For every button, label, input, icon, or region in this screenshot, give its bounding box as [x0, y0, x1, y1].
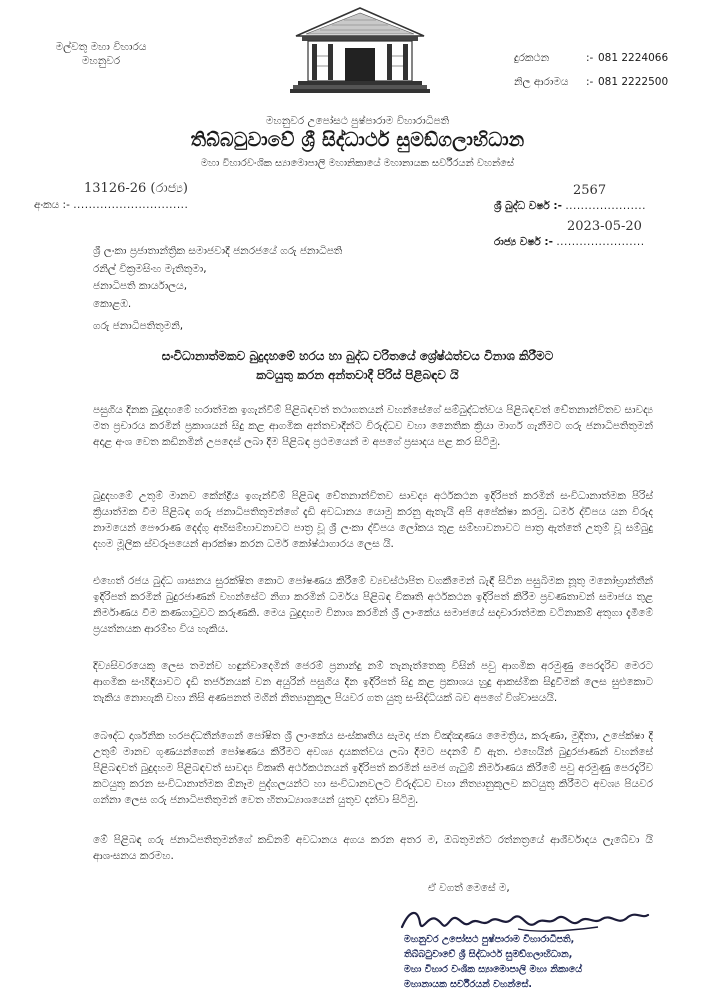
header-address	[36, 40, 166, 68]
body-paragraph: පසුගිය දිනක බුදුදහමේ හරාත්මක ඉගැන්වීම් පිළිබඳවත් තථාගතයන් වහන්සේගේ සම්බුද්ධත්වය පිළිබඳවත් චේතනාන්විතව සාවද්‍ය මත ප්‍රචාරය කරමින් ප්‍රකාශයන් සිදු කළ ආගමික අන්තවාදීන්ට විරුද්ධව වහා නෛතික ක්‍රියා මාර්ග ගැනීමට ගරු ජනාධිපතිතුමන් අදාළ අංශ වෙත කඩිනමින් උපදෙස් ලබා දීම පිළිබඳ ප්‍රථමයෙන් ම අපගේ ප්‍රසාදය පළ කර සිටිමු.	[93, 404, 653, 448]
state-year-handwritten: 2023-05-20	[567, 219, 642, 234]
temple-name: මල්වතු මහා විහාරය	[55, 41, 147, 53]
address-line: කොළඹ.	[93, 297, 132, 310]
reference-number-handwritten: 13126-26 (රාජ්‍ය)	[84, 181, 188, 196]
buddha-year	[494, 199, 646, 213]
body-paragraph: මේ පිළිබඳ ගරු ජනාධිපතිතුමන්ගේ කඩිනම් අවධානය අගය කරන අතර ම, ඔබතුමන්ට රත්නත්‍රයේ ආශීර්වාදය ලැබේවා යි ආශංසනය කරමහ.	[93, 834, 653, 862]
subject-line: සංවිධානාත්මකව බුදුදහමේ හරය හා බුද්ධ චරිතයේ ශ්‍රේෂ්ඨත්වය විනාශ කිරීමට	[161, 349, 554, 363]
temple-city: මහනුවර	[81, 55, 121, 67]
contact-value: 081 2224066	[598, 52, 669, 64]
body-paragraph: බෞද්ධ දාර්ශනික හරපද්ධතීන්ගෙන් පෝෂිත ශ්‍රී ලාංකේය සංස්කෘතිය සැමදා ජන විඤ්ඤාණය මෛත්‍රිය, කරුණා, මුදිතා, උපේක්ෂා දී උතුම් මානව ගුණයන්ගෙන් පෝෂණය කිරීමට අවශ්‍ය දායකත්වය ලබා දීමට පදනම් වී ඇත. එහෙයින් බුදුරජාණන් වහන්සේ පිළිබඳවත් බුදුදහම පිළිබඳවත් සාවද්‍ය විකෘති අර්ථකථනයන් ඉදිරිපත් කරමින් සමජ ගැටුම් නිර්මාණය කිරීමේ පවු අරමුණු පෙරදැරිව කටයුතු කරන සංවිධානාත්මක ඕනෑම පුද්ගලයන්ට හා සංවිධානවලට විරුද්ධව වහා නිත්‍යානුකූලව කටයුතු කිරීමට අවශ්‍ය පියවර ගන්නා ලෙස ගරු ජනාධිපතිතුමන් වෙත හිතාධ්‍යාශයෙන් යුතුව දන්වා සිටිමු.	[93, 730, 653, 806]
subject-heading	[60, 347, 655, 385]
recipient-address	[93, 243, 342, 313]
buddha-year-dots: .....................	[565, 200, 646, 212]
contact-phone	[514, 52, 704, 65]
buddha-year-label: ශ්‍රී බුද්ධ වර්ෂ :-	[494, 200, 562, 212]
header-position: මහා විහාරවංශික ස්‍යාමොපාලි මහානිකායේ මහානායක සර්වීරයන් වහන්සේ	[200, 158, 515, 169]
header-subtitle: මහනුවර උපෝසථ පුෂ්පාරාම විහාරාධිපති	[265, 115, 450, 127]
stamp-line: තිබ්බටුවාවේ ශ්‍රී සිද්ධාර්ථ සුමඞ්ගලාභිධාන,	[404, 949, 573, 960]
salutation: ගරු ජනාධිපතිතුමනි,	[93, 320, 184, 332]
state-year-label: රාජ්‍ය වර්ෂ :-	[494, 236, 553, 248]
header-name: තිබ්බටුවාවේ ශ්‍රී සිද්ධාර්ථ සුමඞ්ගලාභිධාන	[190, 129, 525, 151]
body-paragraph: එහෙත් රජය බුද්ධ ශාසනය සුරක්ෂිත කොට පෝෂණය කිරීමේ ව්‍යවස්ථාපිත වගකීමෙන් බැඳී සිටින පසුබිමක නූතු මනෝභ්‍රාන්තීන් ඉදිරිපත් කරමින් බුදුරජාණන් වහන්සේට නිගා කරමින් ධර්මය පිළිබඳ විකෘති අර්ථකථන ඉදිරිපත් කිරීම ප්‍රවණතාවන් සමාජය තුළ නිර්මාණය වීම කණගාටුවට කරුණකි. මෙය බුදුදහම විනාශ කරමින් ශ්‍රී ලාංකේය සමාජයේ සදාචාරාත්මක වටිනාකම් අතුගා දැමීමේ ප්‍රයත්නයක ආරම්භ විය හැකිය.	[93, 575, 653, 635]
reference-dots: ..............................	[73, 199, 189, 211]
body-paragraph: දිව්‍යසිවරයෙකු ලෙස තමන්ව හඳුන්වාදෙමින් ජෙරම් ප්‍රනාන්දු නම් තැනැත්තෙකු විසින් පවු ආගමික අරමුණු පෙරදැරිව මෙරට ආගමික සංහිඳියාවට දැඩි තර්ජනයක් වන අයුරින් පසුගිය දින ඉදිරිපත් සිදු කළ ප්‍රකාශය හුදු ආකස්මික සිදුවීමක් ලෙස සුළුකොට තැකිය නොහැකි වහා නිසි අණපනත් මගින් නිත්‍යානුකූල පියවර ගත යුතු සංසිද්ධියක් බව අපගේ විශ්වාසයයි.	[93, 660, 653, 704]
reference-number-label: අංකය :-	[34, 199, 70, 211]
stamp-line: මහා විහාර වංශික ස්‍යාමොපාලි මහා නිකායේ	[404, 964, 583, 975]
contact-office	[514, 76, 704, 89]
stamp-line: මහනුවර උපෝසථ පුෂ්පාරාම විහාරාධිපති,	[404, 934, 575, 945]
body-paragraph: බුදුදහමේ උතුම් මානව කේන්ද්‍රීය ඉගැන්වීම් පිළිබඳ චේතනාන්විතව සාවද්‍ය අර්ථකථන ඉදිරිපත් කරමින් සංවිධානාත්මක පිරිස් ක්‍රියාත්මක වීම පිළිබඳ ගරු ජනාධිපතිතුමන්ගේ දැඩි අවධානය යොමු කරනු ඇතැයි අපි අපේක්ෂා කරමු. ධර්ම ද්වීපය යන විරුද නාමයෙන් පෞරාණ දෙද්ගු අභිසම්භාවනාවට පාත්‍ර වූ ශ්‍රී ලංකා ද්වීපය ලෝකය තුළ සම්භාවනාවට පාත්‍ර ඇත්තේ උතුම් වූ සම්බුදු දහම මූලික ස්වරූපයෙන් ආරක්ෂා කරන ධර්ම කෝෂ්ඨාගාරය ලෙස යි.	[93, 490, 653, 550]
contact-label: නිල ආරාමය	[514, 76, 569, 88]
subject-line: කටයුතු කරන අන්තවාදී පිරිස් පිළිබඳව යි	[256, 368, 459, 382]
state-year-dots: .......................	[556, 236, 645, 248]
state-year	[494, 235, 645, 249]
buddha-year-handwritten: 2567	[573, 183, 607, 198]
closing-line: ඒ වගත් මෙසේ ම,	[428, 882, 510, 894]
address-line: ශ්‍රී ලංකා ප්‍රජාතාන්ත්‍රික සමාජවාදී ජනරජයේ ගරු ජනාධිපති	[93, 245, 343, 257]
contact-separator: :-	[586, 52, 594, 64]
address-line: ජනාධිපති කාර්යාලය,	[93, 280, 188, 292]
contact-separator: :-	[586, 76, 594, 88]
temple-logo	[290, 6, 430, 98]
stamp-line: මහානායක සර්වීරයන් වහන්සේ.	[404, 979, 533, 990]
contact-label: දුරකථන	[514, 52, 550, 64]
reference-number	[34, 198, 188, 212]
contact-value: 081 2222500	[598, 76, 669, 88]
address-line: රනිල් වික්‍රමසිංහ මැතිතුමා,	[93, 262, 207, 275]
official-stamp	[404, 932, 674, 992]
